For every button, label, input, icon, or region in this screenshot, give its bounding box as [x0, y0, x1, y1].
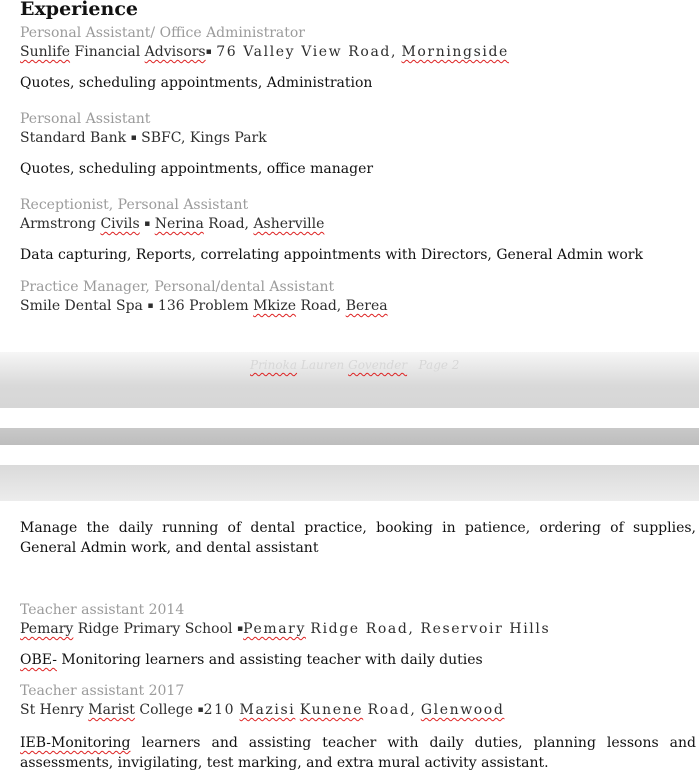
job-company-line: Armstrong Civils ▪ Nerina Road, Asherville	[20, 216, 325, 232]
job-description: Data capturing, Reports, correlating appointments with Directors, General Admin work	[20, 247, 643, 263]
page-separator	[0, 428, 699, 445]
job-title: Practice Manager, Personal/dental Assistant	[20, 279, 335, 295]
job-title: Teacher assistant 2014	[20, 602, 185, 618]
job-description: Manage the daily running of dental practice, booking in patience, ordering of supplies, General Admin work, and dental assistant	[20, 520, 696, 556]
job-description: Quotes, scheduling appointments, office manager	[20, 161, 374, 177]
page-gap	[0, 445, 699, 465]
job-title: Receptionist, Personal Assistant	[20, 197, 249, 213]
job-description: OBE- Monitoring learners and assisting teacher with daily duties	[20, 652, 483, 668]
page-footer: Prinoka Lauren Govender Page 2	[250, 358, 460, 372]
job-title: Teacher assistant 2017	[20, 683, 185, 699]
job-company-line: St Henry Marist College ▪210 Mazisi Kunene Road, Glenwood	[20, 702, 505, 718]
job-company-line: Standard Bank ▪ SBFC, Kings Park	[20, 130, 267, 146]
job-description: Quotes, scheduling appointments, Administration	[20, 75, 373, 91]
job-title: Personal Assistant/ Office Administrator	[20, 25, 305, 41]
section-heading: Experience	[20, 0, 138, 20]
job-company-line: Smile Dental Spa ▪ 136 Problem Mkize Road, Berea	[20, 298, 388, 314]
page-gap	[0, 465, 699, 501]
page-gap	[0, 408, 699, 428]
job-title: Personal Assistant	[20, 111, 151, 127]
job-description: IEB-Monitoring learners and assisting teacher with daily duties, planning lessons and assessments, invigilating, test marking, and extra mural activity assistant.	[20, 735, 696, 771]
job-company-line: Sunlife Financial Advisors▪ 76 Valley View Road, Morningside	[20, 44, 509, 60]
job-company-line: Pemary Ridge Primary School ▪Pemary Ridge Road, Reservoir Hills	[20, 621, 551, 637]
